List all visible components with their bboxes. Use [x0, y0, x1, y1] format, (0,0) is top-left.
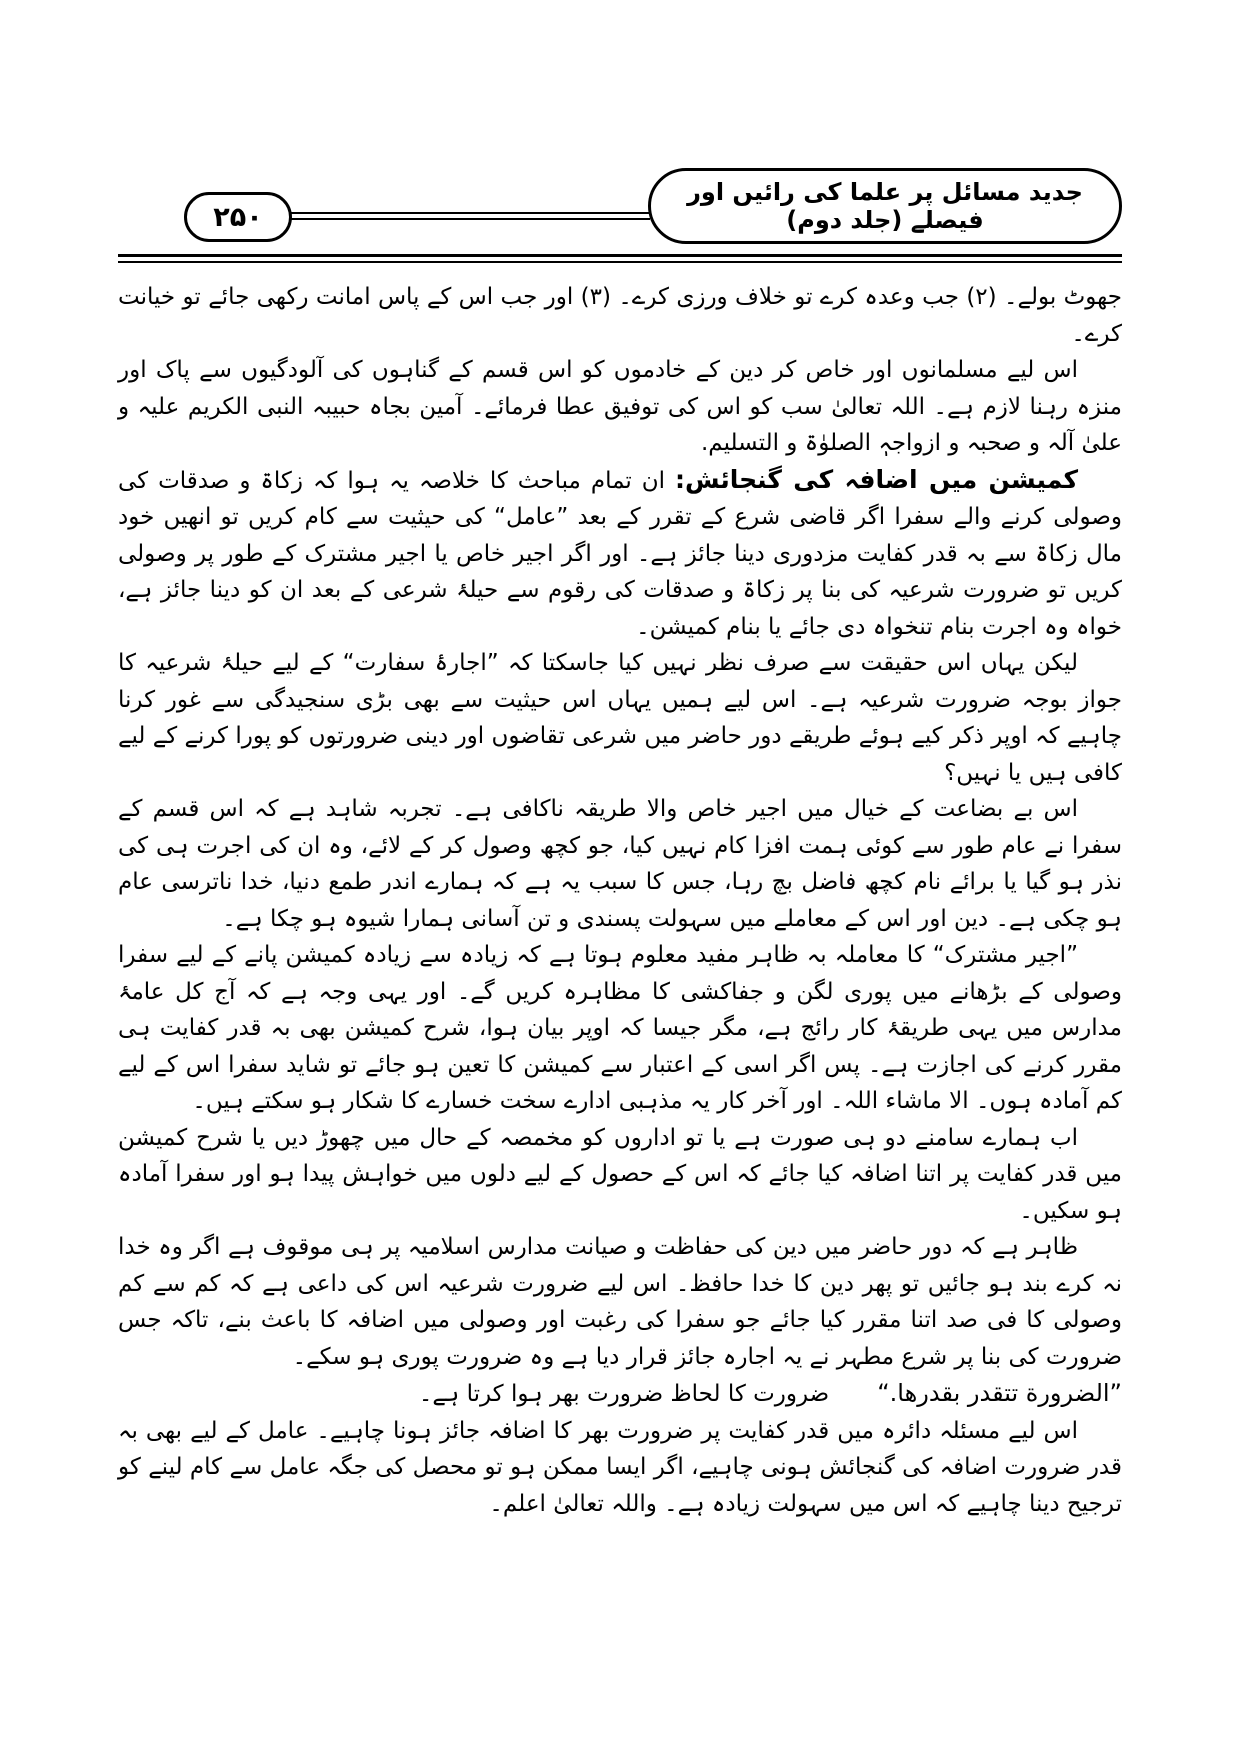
section-heading: کمیشن میں اضافہ کی گنجائش: — [675, 464, 1078, 494]
paragraph: اب ہمارے سامنے دو ہی صورت ہے یا تو اداروں کو مخمصہ کے حال میں چھوڑ دیں یا شرح کمیشن میں قدر کفایت پر اتنا اضافہ کیا جائے کہ اس کے حصول کے لیے دلوں میں خواہش پیدا ہو اور سفرا آمادہ ہو سکیں۔ — [118, 1124, 1122, 1224]
page-body — [118, 279, 1122, 1522]
page-number: ۲۵۰ — [213, 201, 263, 233]
paragraph — [118, 462, 1122, 646]
arabic-quote: ”الضرورة تتقدر بقدرها.“ — [877, 1379, 1122, 1407]
paragraph: ظاہر ہے کہ دور حاضر میں دین کی حفاظت و صیانت مدارس اسلامیہ پر ہی موقوف ہے اگر وہ خدا نہ کرے بند ہو جائیں تو پھر دین کا خدا حافظ۔ اس لیے ضرورت شرعیہ اس کی داعی ہے کہ کم سے کم وصولی کا فی صد اتنا مقرر کیا جائے جو سفرا کی رغبت اور وصولی میں اضافہ کا باعث بنے، تاکہ جس ضرورت کی بنا پر شرع مطہر نے یہ اجارہ جائز قرار دیا ہے وہ ضرورت پوری ہو سکے۔ — [118, 1234, 1122, 1370]
page-content — [118, 168, 1122, 1522]
paragraph: اس بے بضاعت کے خیال میں اجیر خاص والا طریقہ ناکافی ہے۔ تجربہ شاہد ہے کہ اس قسم کے سفرا نے عام طور سے کوئی ہمت افزا کام نہیں کیا، جو کچھ وصول کر کے لائے، وہ ان کی اجرت ہی کی نذر ہو گیا یا برائے نام کچھ فاضل بچ رہا، جس کا سبب یہ ہے کہ ہمارے اندر طمع دنیا، خدا ناترسی عام ہو چکی ہے۔ دین اور اس کے معاملے میں سہولت پسندی و تن آسانی ہمارا شیوہ ہو چکا ہے۔ — [118, 796, 1122, 932]
paragraph: لیکن یہاں اس حقیقت سے صرف نظر نہیں کیا جاسکتا کہ ”اجارۂ سفارت“ کے لیے حیلۂ شرعیہ کا جواز بوجہ ضرورت شرعیہ ہے۔ اس لیے ہمیں یہاں اس حیثیت سے بھی بڑی سنجیدگی سے غور کرنا چاہیے کہ اوپر ذکر کیے ہوئے طریقے دور حاضر میں شرعی تقاضوں اور دینی ضرورتوں کو پورا کرنے کے لیے کافی ہیں یا نہیں؟ — [118, 650, 1122, 786]
book-title: جدید مسائل پر علما کی رائیں اور فیصلے (جلد دوم) — [687, 178, 1083, 234]
header-connector-line — [290, 212, 650, 220]
page-header — [118, 168, 1122, 246]
paragraph: جھوٹ بولے۔ (۲) جب وعدہ کرے تو خلاف ورزی کرے۔ (۳) اور جب اس کے پاس امانت رکھی جائے تو خیانت کرے۔ — [118, 284, 1122, 347]
paragraph: ”اجیر مشترک“ کا معاملہ بہ ظاہر مفید معلوم ہوتا ہے کہ زیادہ سے زیادہ کمیشن پانے کے لیے سفرا وصولی کے بڑھانے میں پوری لگن و جفاکشی کا مظاہرہ کریں گے۔ اور یہی وجہ ہے کہ آج کل عامۂ مدارس میں یہی طریقۂ کار رائج ہے، مگر جیسا کہ اوپر بیان ہوا، شرح کمیشن بھی بہ قدر کفایت ہی مقرر کرنے کی اجازت ہے۔ پس اگر اسی کے اعتبار سے کمیشن کا تعین ہو جائے تو شاید سفرا اس کے لیے کم آمادہ ہوں۔ الا ماشاء اللہ۔ اور آخر کار یہ مذہبی ادارے سخت خسارے کا شکار ہو سکتے ہیں۔ — [118, 942, 1122, 1114]
quote-line — [118, 1375, 1122, 1413]
page-number-badge — [184, 192, 292, 242]
paragraph-text: ان تمام مباحث کا خلاصہ یہ ہوا کہ زکاۃ و صدقات کی وصولی کرنے والے سفرا اگر قاضی شرع کے تقرر کے بعد ”عامل“ کی حیثیت سے کام کریں تو انھیں خود مال زکاۃ سے بہ قدر کفایت مزدوری دینا جائز ہے۔ اور اگر اجیر خاص یا اجیر مشترک کے طور پر وصولی کریں تو ضرورت شرعیہ کی بنا پر زکاۃ و صدقات کی رقوم سے حیلۂ شرعی کے بعد ان کو دینا جائز ہے، خواہ وہ اجرت بنام تنخواہ دی جائے یا بنام کمیشن۔ — [118, 467, 1122, 640]
paragraph: اس لیے مسئلہ دائرہ میں قدر کفایت پر ضرورت بھر کا اضافہ جائز ہونا چاہیے۔ عامل کے لیے بھی بہ قدر ضرورت اضافہ کی گنجائش ہونی چاہیے، اگر ایسا ممکن ہو تو محصل کی جگہ عامل سے کام لینے کو ترجیح دینا چاہیے کہ اس میں سہولت زیادہ ہے۔ واللہ تعالیٰ اعلم۔ — [118, 1417, 1122, 1517]
paragraph: اس لیے مسلمانوں اور خاص کر دین کے خادموں کو اس قسم کے گناہوں کی آلودگیوں سے پاک اور منزہ رہنا لازم ہے۔ اللہ تعالیٰ سب کو اس کی توفیق عطا فرمائے۔ آمین بجاہ حبیبہ النبی الکریم علیہ و علیٰ آلہ و صحبہ و ازواجہٖ الصلوٰۃ و التسلیم. — [118, 357, 1122, 456]
quote-translation: ضرورت کا لحاظ ضرورت بھر ہوا کرتا ہے۔ — [418, 1381, 830, 1407]
header-rule — [118, 254, 1122, 263]
book-title-badge — [648, 168, 1122, 244]
